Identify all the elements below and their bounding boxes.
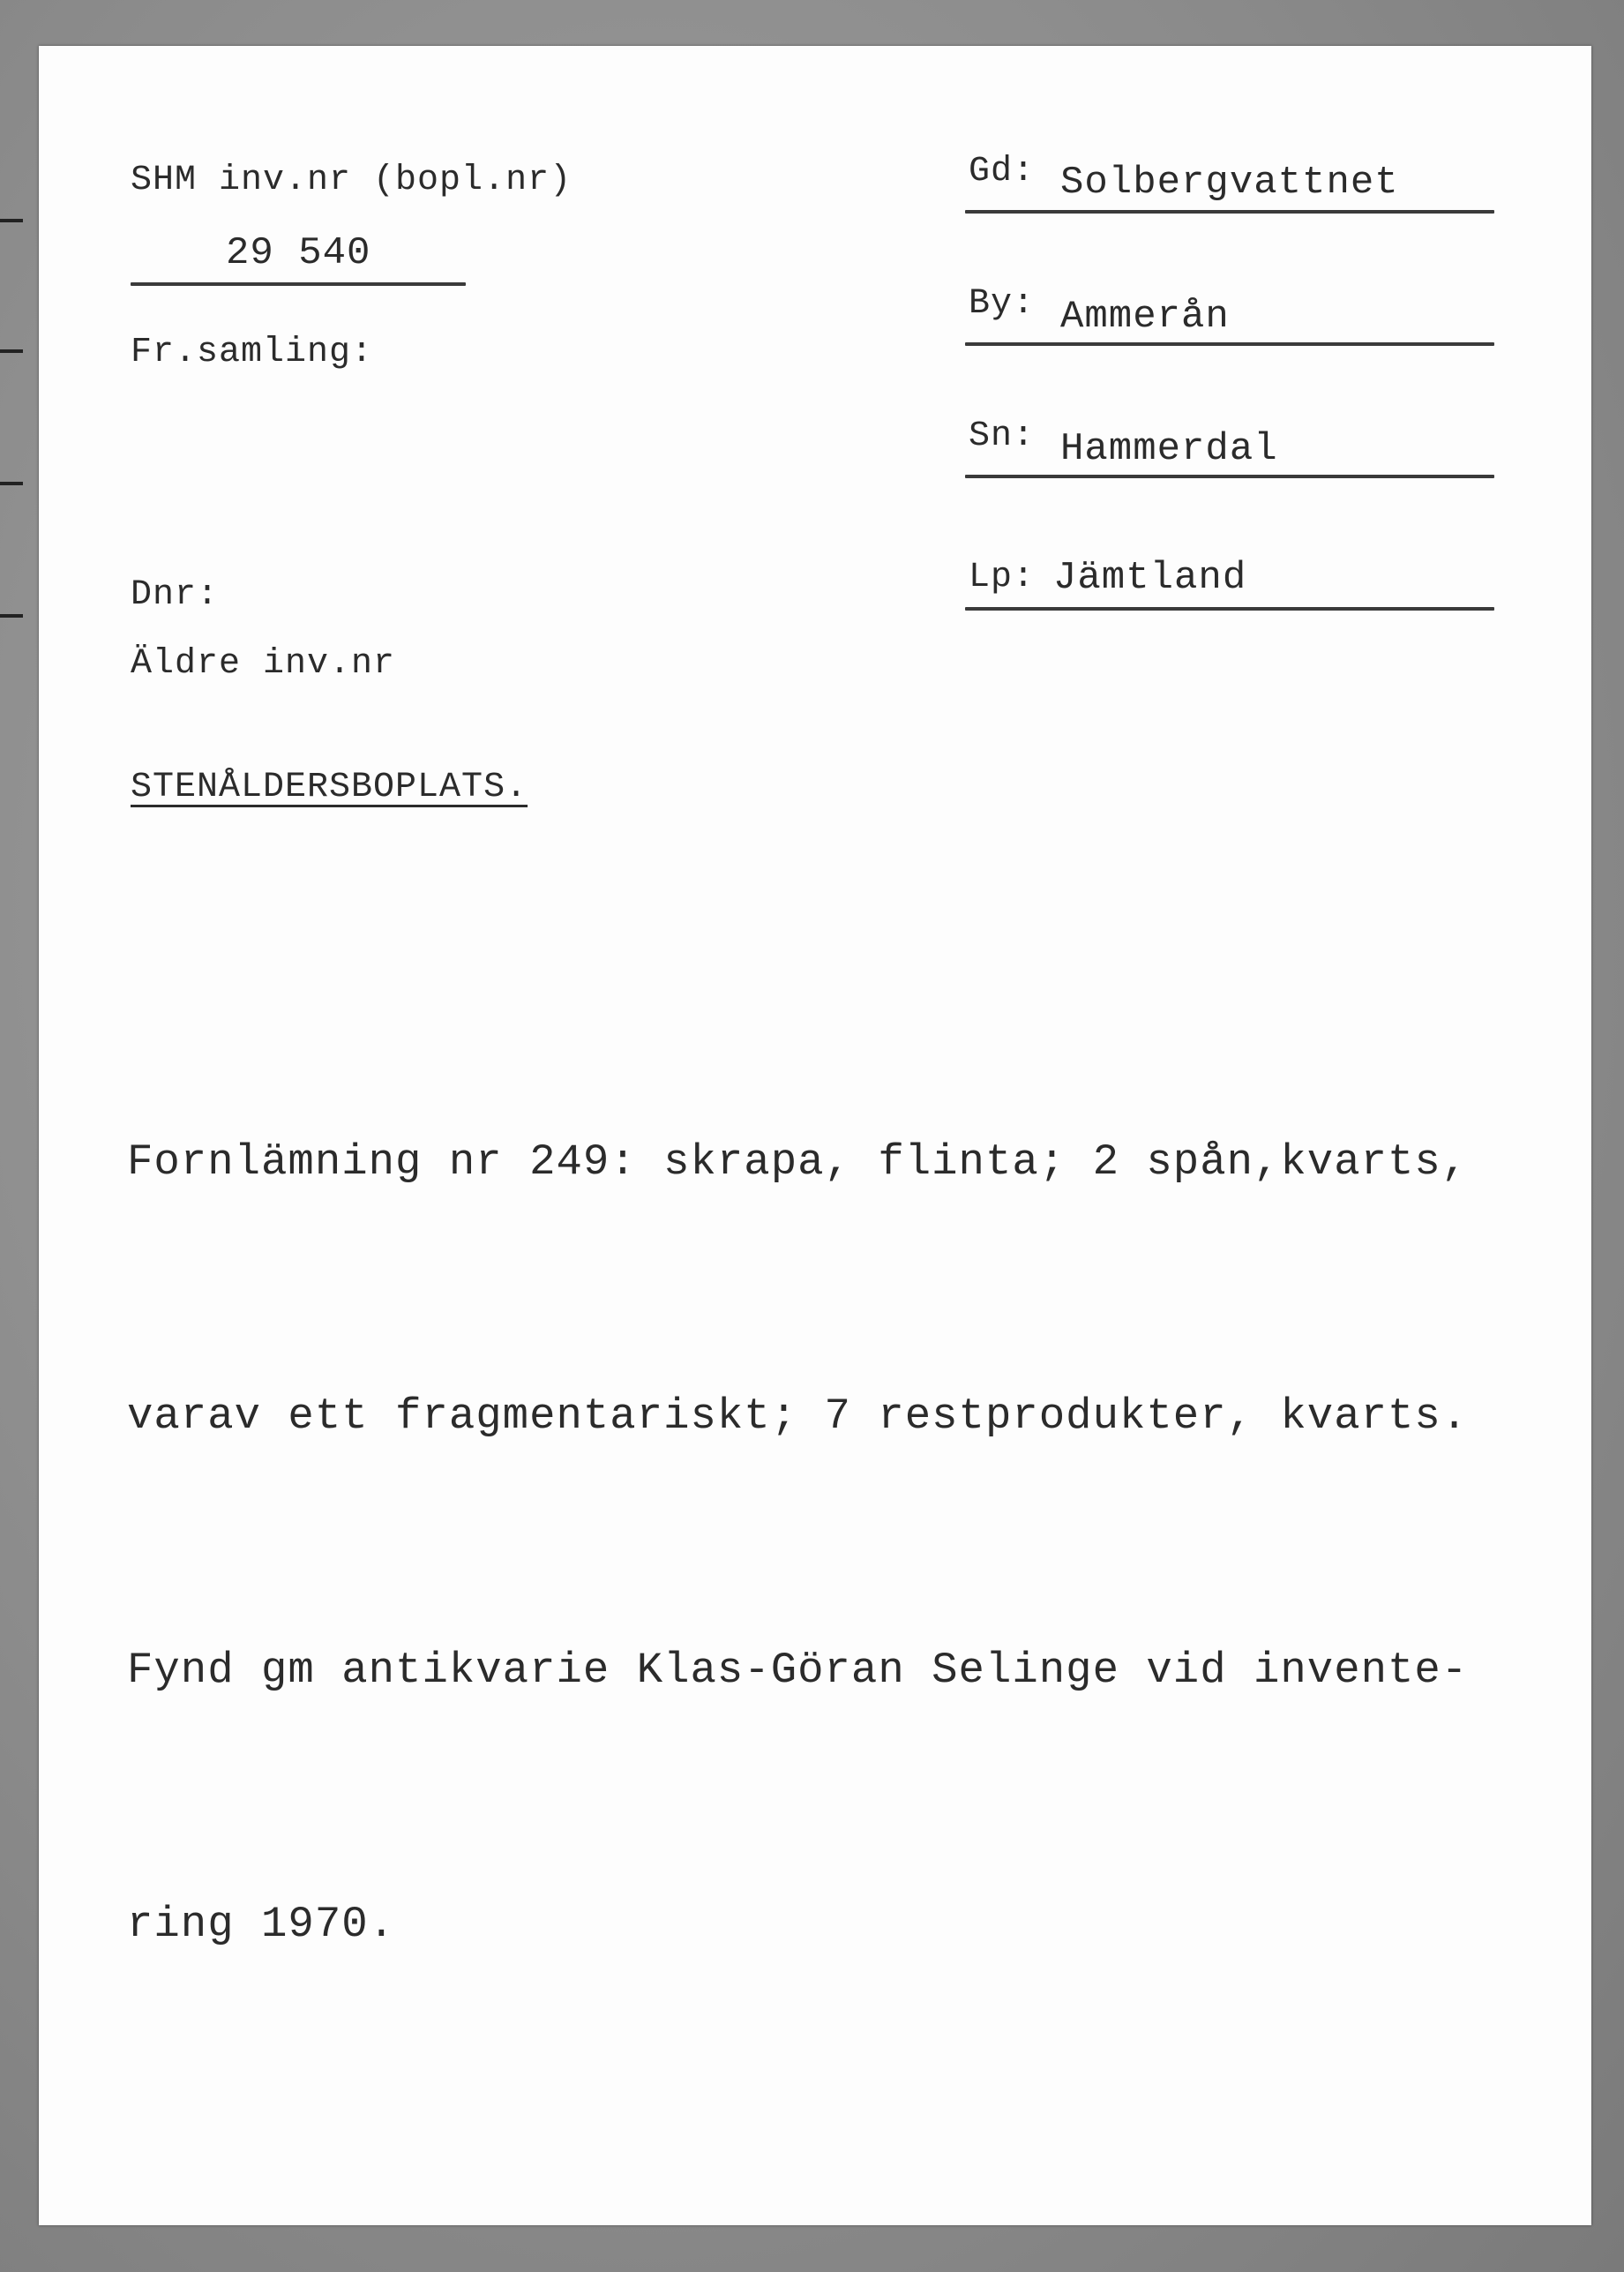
- inventory-number-value: 29 540: [226, 231, 371, 275]
- lp-value: Jämtland: [1053, 556, 1247, 600]
- inventory-number-label: SHM inv.nr (bopl.nr): [131, 161, 573, 200]
- by-value: Ammerån: [1060, 295, 1230, 339]
- gd-label: Gd:: [969, 152, 1036, 191]
- find-description: [127, 950, 1574, 2136]
- sn-rule: [965, 475, 1494, 478]
- older-inventory-label: Äldre inv.nr: [131, 644, 396, 684]
- dnr-label: Dnr:: [131, 575, 220, 615]
- edge-mark: [0, 349, 23, 353]
- by-rule: [965, 342, 1494, 346]
- site-type-heading: STENÅLDERSBOPLATS.: [131, 768, 528, 807]
- sn-label: Sn:: [969, 416, 1036, 456]
- edge-mark: [0, 614, 23, 618]
- gd-rule: [965, 210, 1494, 214]
- fr-samling-label: Fr.samling:: [131, 333, 374, 372]
- by-label: By:: [969, 284, 1036, 324]
- catalog-card: [39, 46, 1591, 2225]
- gd-value: Solbergvattnet: [1060, 161, 1399, 205]
- description-line: Fornlämning nr 249: skrapa, flinta; 2 spån,kvarts,: [127, 1137, 1469, 1187]
- edge-mark: [0, 482, 23, 485]
- edge-mark: [0, 219, 23, 222]
- description-line: ring 1970.: [127, 1900, 396, 1949]
- description-line: Fynd gm antikvarie Klas-Göran Selinge vid invente-: [127, 1646, 1469, 1695]
- lp-rule: [965, 607, 1494, 611]
- lp-label: Lp:: [969, 558, 1036, 597]
- sn-value: Hammerdal: [1060, 427, 1278, 471]
- description-line: varav ett fragmentariskt; 7 restprodukter, kvarts.: [127, 1391, 1469, 1441]
- inventory-number-rule: [131, 282, 466, 286]
